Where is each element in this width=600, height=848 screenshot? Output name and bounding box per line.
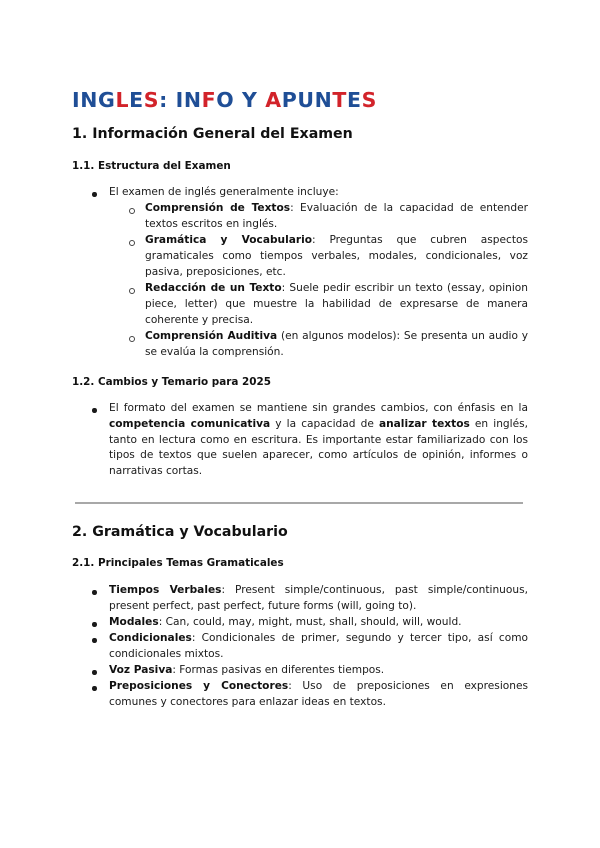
emphasis: analizar textos — [378, 417, 470, 430]
list-item — [109, 631, 528, 663]
title-letter: L — [115, 88, 130, 112]
list-item — [145, 329, 528, 361]
bullet-icon — [92, 192, 97, 197]
text-run: y la capacidad de — [270, 417, 379, 430]
hollow-bullet-icon — [129, 208, 135, 214]
bullet-icon — [92, 590, 97, 595]
hollow-bullet-icon — [129, 288, 135, 294]
title-letter: S — [143, 88, 160, 112]
title-letter: P — [281, 88, 298, 112]
item-desc: : Evaluación de la capacidad de entender textos escritos en inglés. — [145, 202, 528, 230]
list-item — [145, 201, 528, 233]
bullet-icon — [92, 622, 97, 627]
title-letter: N — [183, 88, 202, 112]
bullet-icon — [92, 408, 97, 413]
hollow-bullet-icon — [129, 240, 135, 246]
text-run: El formato del examen se mantiene sin grandes cambios, con énfasis en la — [109, 402, 528, 414]
section-heading-1: 1. Información General del Examen — [72, 126, 353, 142]
subsection-heading-2-1: 2.1. Principales Temas Gramaticales — [72, 557, 284, 569]
subsection-heading-1-2: 1.2. Cambios y Temario para 2025 — [72, 376, 271, 388]
title-space — [168, 88, 176, 112]
list-item: El examen de inglés generalmente incluye: — [109, 186, 339, 198]
list-item — [145, 233, 528, 280]
bullet-icon — [92, 686, 97, 691]
item-desc: : Preguntas que cubren aspectos gramaticales como tiempos verbales, modales, condicionales, voz pasiva, preposiciones, etc. — [145, 234, 528, 278]
item-desc: : Present simple/continuous, past simple/continuous, present perfect, past perfect, future forms (will, going to). — [109, 584, 528, 612]
item-term: Redacción de un Texto — [145, 282, 282, 294]
title-letter: I — [175, 88, 184, 112]
title-letter: N — [314, 88, 333, 112]
item-term: Comprensión de Textos — [145, 202, 291, 214]
title-letter: U — [297, 88, 315, 112]
item-desc: : Suele pedir escribir un texto (essay, opinion piece, letter) que muestre la habilidad de expresarse de manera coherente y precisa. — [145, 282, 528, 326]
title-letter: A — [265, 88, 282, 112]
title-letter: I — [72, 88, 81, 112]
list-item — [109, 615, 528, 631]
title-letter: : — [159, 88, 168, 112]
item-term: Preposiciones y Conectores — [109, 680, 289, 692]
hollow-bullet-icon — [129, 336, 135, 342]
list-item — [145, 281, 528, 328]
title-letter: Y — [242, 88, 258, 112]
title-letter: G — [98, 88, 116, 112]
title-letter: F — [201, 88, 217, 112]
subsection-heading-1-1: 1.1. Estructura del Examen — [72, 160, 231, 172]
title-letter: N — [80, 88, 98, 112]
item-term: Voz Pasiva — [109, 664, 173, 676]
list-item — [109, 679, 528, 711]
title-letter: S — [361, 88, 377, 112]
item-term: Condicionales — [109, 632, 192, 644]
list-item — [109, 663, 528, 679]
paragraph-cambios — [109, 401, 528, 480]
title-letter: E — [346, 88, 362, 112]
item-desc: : Uso de preposiciones en expresiones comunes y conectores para enlazar ideas en textos. — [109, 680, 528, 708]
bullet-icon — [92, 670, 97, 675]
title-letter: O — [216, 88, 235, 112]
emphasis: competencia comunicativa — [109, 417, 271, 430]
section-heading-2: 2. Gramática y Vocabulario — [72, 524, 288, 540]
list-item — [109, 583, 528, 615]
item-term: Modales — [109, 616, 159, 628]
item-term: Gramática y Vocabulario — [145, 234, 313, 246]
title-space — [234, 88, 242, 112]
item-term: Comprensión Auditiva — [145, 330, 278, 342]
text-run: en inglés, tanto en lectura como en escritura. Es importante estar familiarizado con los tipos de textos que suelen aparecer, como artículos de opinión, informes o narrativas cortas. — [109, 417, 529, 478]
title-letter: T — [332, 88, 347, 112]
section-divider — [75, 502, 523, 504]
item-desc: (en algunos modelos): Se presenta un audio y se evalúa la comprensión. — [145, 330, 529, 358]
document-title — [72, 88, 377, 112]
bullet-icon — [92, 638, 97, 643]
item-desc: : Can, could, may, might, must, shall, should, will, would. — [158, 616, 462, 628]
item-desc: : Formas pasivas en diferentes tiempos. — [172, 664, 385, 676]
item-desc: : Condicionales de primer, segundo y tercer tipo, así como condicionales mixtos. — [109, 632, 528, 660]
item-term: Tiempos Verbales — [109, 584, 222, 596]
title-letter: E — [129, 88, 144, 112]
